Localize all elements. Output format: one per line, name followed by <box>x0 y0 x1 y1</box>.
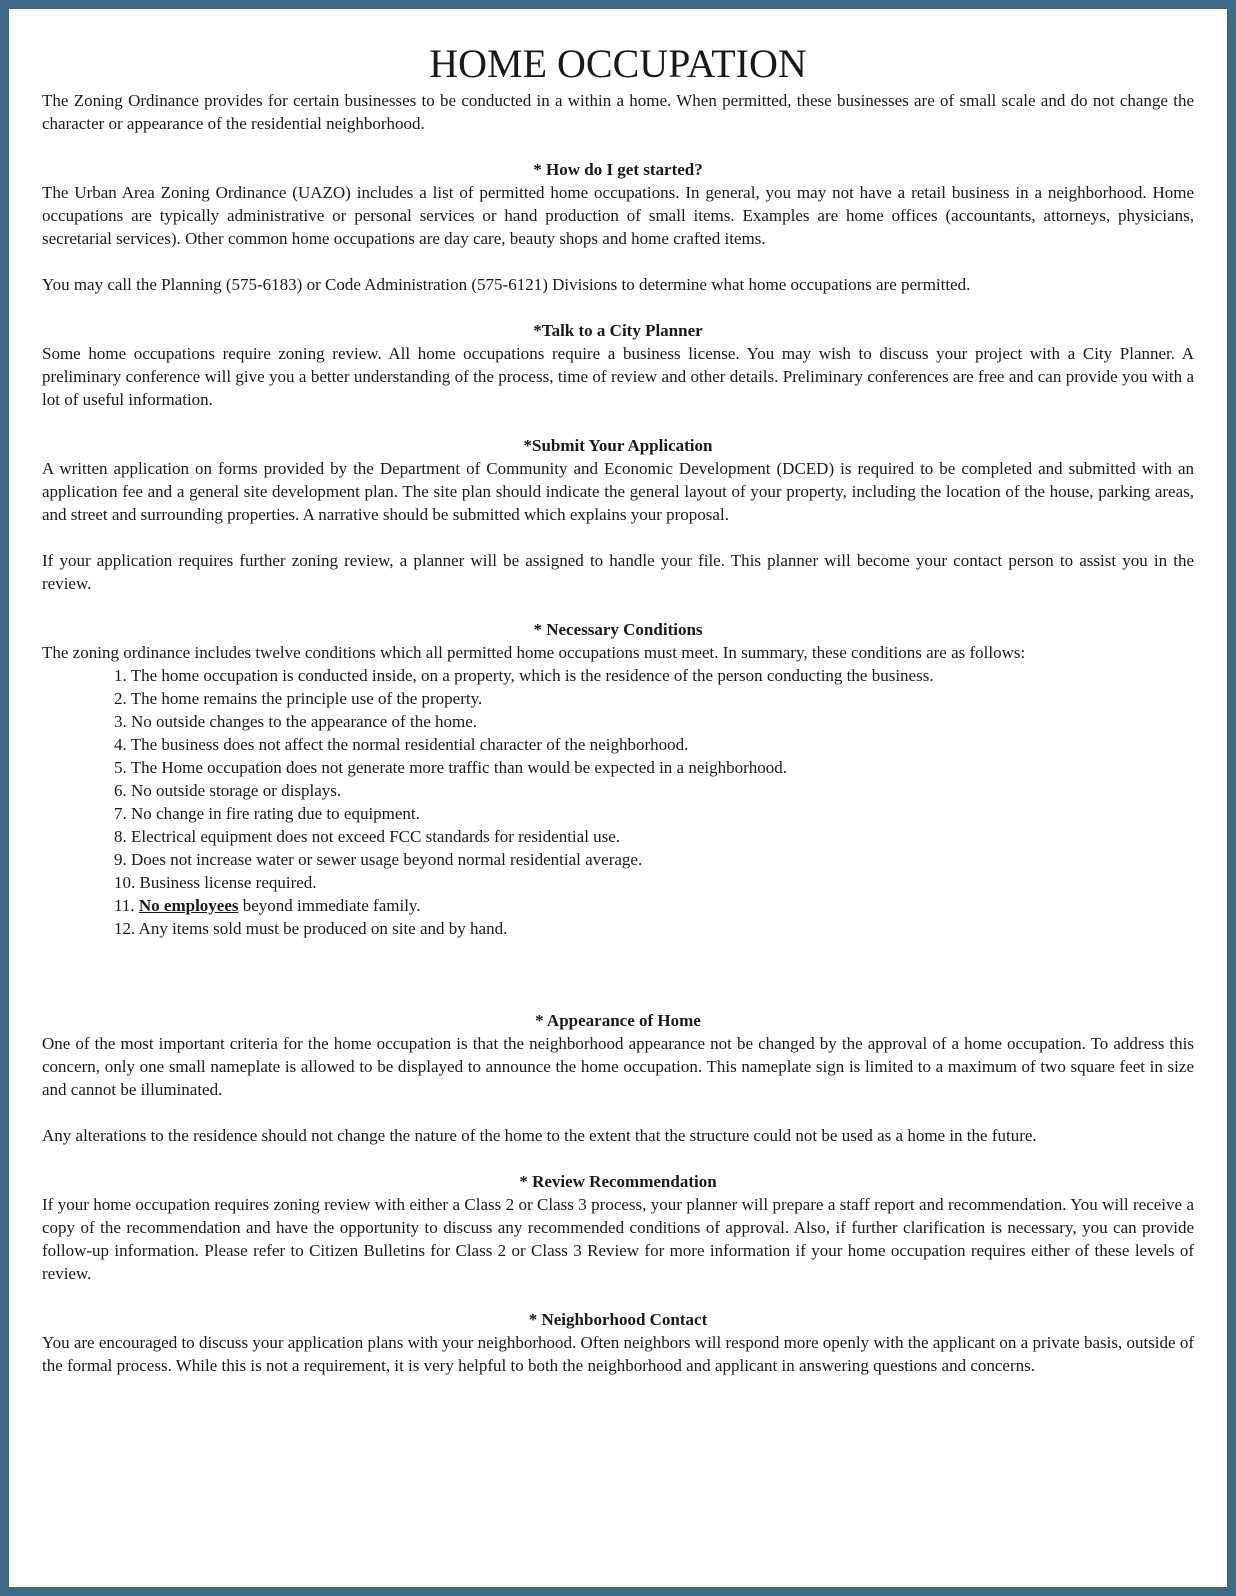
condition-11-emphasis: No employees <box>138 896 239 915</box>
conditions-paragraph: The zoning ordinance includes twelve conditions which all permitted home occupations must meet. In summary, these conditions are as follows: <box>42 643 1026 662</box>
condition-item: 4. The business does not affect the normal residential character of the neighborhood. <box>114 735 689 754</box>
condition-item-11 <box>114 894 1194 917</box>
condition-item: 12. Any items sold must be produced on site and by hand. <box>114 919 508 938</box>
document-page <box>42 38 1194 1377</box>
appearance-paragraph-2: Any alterations to the residence should not change the nature of the home to the extent that the structure could not be used as a home in the future. <box>42 1126 1037 1145</box>
appearance-paragraph-1: One of the most important criteria for the home occupation is that the neighborhood appearance not be changed by the approval of a home occupation. To address this concern, only one small nameplate is allowed to be displayed to announce the home occupation. This nameplate sign is limited to a maximum of two square feet in size and cannot be illuminated. <box>42 1034 1194 1099</box>
condition-item: 8. Electrical equipment does not exceed FCC standards for residential use. <box>114 827 621 846</box>
section-heading-conditions: * Necessary Conditions <box>533 620 703 639</box>
get-started-paragraph-2: You may call the Planning (575-6183) or Code Administration (575-6121) Divisions to determine what home occupations are permitted. <box>42 275 971 294</box>
talk-planner-paragraph: Some home occupations require zoning review. All home occupations require a business license. You may wish to discuss your project with a City Planner. A preliminary conference will give you a better understanding of the process, time of review and other details. Preliminary conferences are free and can provide you with a lot of useful information. <box>42 344 1194 409</box>
section-heading-appearance: * Appearance of Home <box>535 1011 701 1030</box>
condition-item: 1. The home occupation is conducted inside, on a property, which is the residence of the person conducting the business. <box>114 666 934 685</box>
condition-item: 2. The home remains the principle use of the property. <box>114 689 483 708</box>
condition-11-prefix: 11. <box>114 896 139 915</box>
intro-paragraph: The Zoning Ordinance provides for certain businesses to be conducted in a within a home. When permitted, these businesses are of small scale and do not change the character or appearance of the residential neighborhood. <box>42 91 1194 133</box>
page-title: HOME OCCUPATION <box>429 41 807 86</box>
submit-paragraph-1: A written application on forms provided by the Department of Community and Economic Development (DCED) is required to be completed and submitted with an application fee and a general site development plan. The site plan should indicate the general layout of your property, including the location of the house, parking areas, and street and surrounding properties. A narrative should be submitted which explains your proposal. <box>42 459 1194 524</box>
review-paragraph: If your home occupation requires zoning review with either a Class 2 or Class 3 process, your planner will prepare a staff report and recommendation. You will receive a copy of the recommendation and have the opportunity to discuss any recommended conditions of approval. Also, if further clarification is necessary, you can provide follow-up information. Please refer to Citizen Bulletins for Class 2 or Class 3 Review for more information if your home occupation requires either of these levels of review. <box>42 1195 1194 1283</box>
neighborhood-paragraph: You are encouraged to discuss your application plans with your neighborhood. Often neighbors will respond more openly with the applicant on a private basis, outside of the formal process. While this is not a requirement, it is very helpful to both the neighborhood and applicant in answering questions and concerns. <box>42 1333 1194 1375</box>
section-heading-review: * Review Recommendation <box>519 1172 717 1191</box>
condition-item: 5. The Home occupation does not generate more traffic than would be expected in a neighborhood. <box>114 758 788 777</box>
condition-item: 3. No outside changes to the appearance of the home. <box>114 712 478 731</box>
conditions-list <box>42 664 1194 940</box>
section-heading-get-started: * How do I get started? <box>533 160 703 179</box>
section-heading-neighborhood: * Neighborhood Contact <box>528 1310 708 1329</box>
condition-11-suffix: beyond immediate family. <box>238 896 421 915</box>
get-started-paragraph-1: The Urban Area Zoning Ordinance (UAZO) includes a list of permitted home occupations. In general, you may not have a retail business in a neighborhood. Home occupations are typically administrative or personal services or hand production of small items. Examples are home offices (accountants, attorneys, physicians, secretarial services). Other common home occupations are day care, beauty shops and home crafted items. <box>42 183 1194 248</box>
condition-item: 10. Business license required. <box>114 873 317 892</box>
condition-item: 9. Does not increase water or sewer usage beyond normal residential average. <box>114 850 643 869</box>
submit-paragraph-2: If your application requires further zoning review, a planner will be assigned to handle your file. This planner will become your contact person to assist you in the review. <box>42 551 1194 593</box>
section-heading-submit: *Submit Your Application <box>523 436 713 455</box>
condition-item: 6. No outside storage or displays. <box>114 781 342 800</box>
condition-item: 7. No change in fire rating due to equipment. <box>114 804 420 823</box>
section-heading-talk-planner: *Talk to a City Planner <box>533 321 703 340</box>
